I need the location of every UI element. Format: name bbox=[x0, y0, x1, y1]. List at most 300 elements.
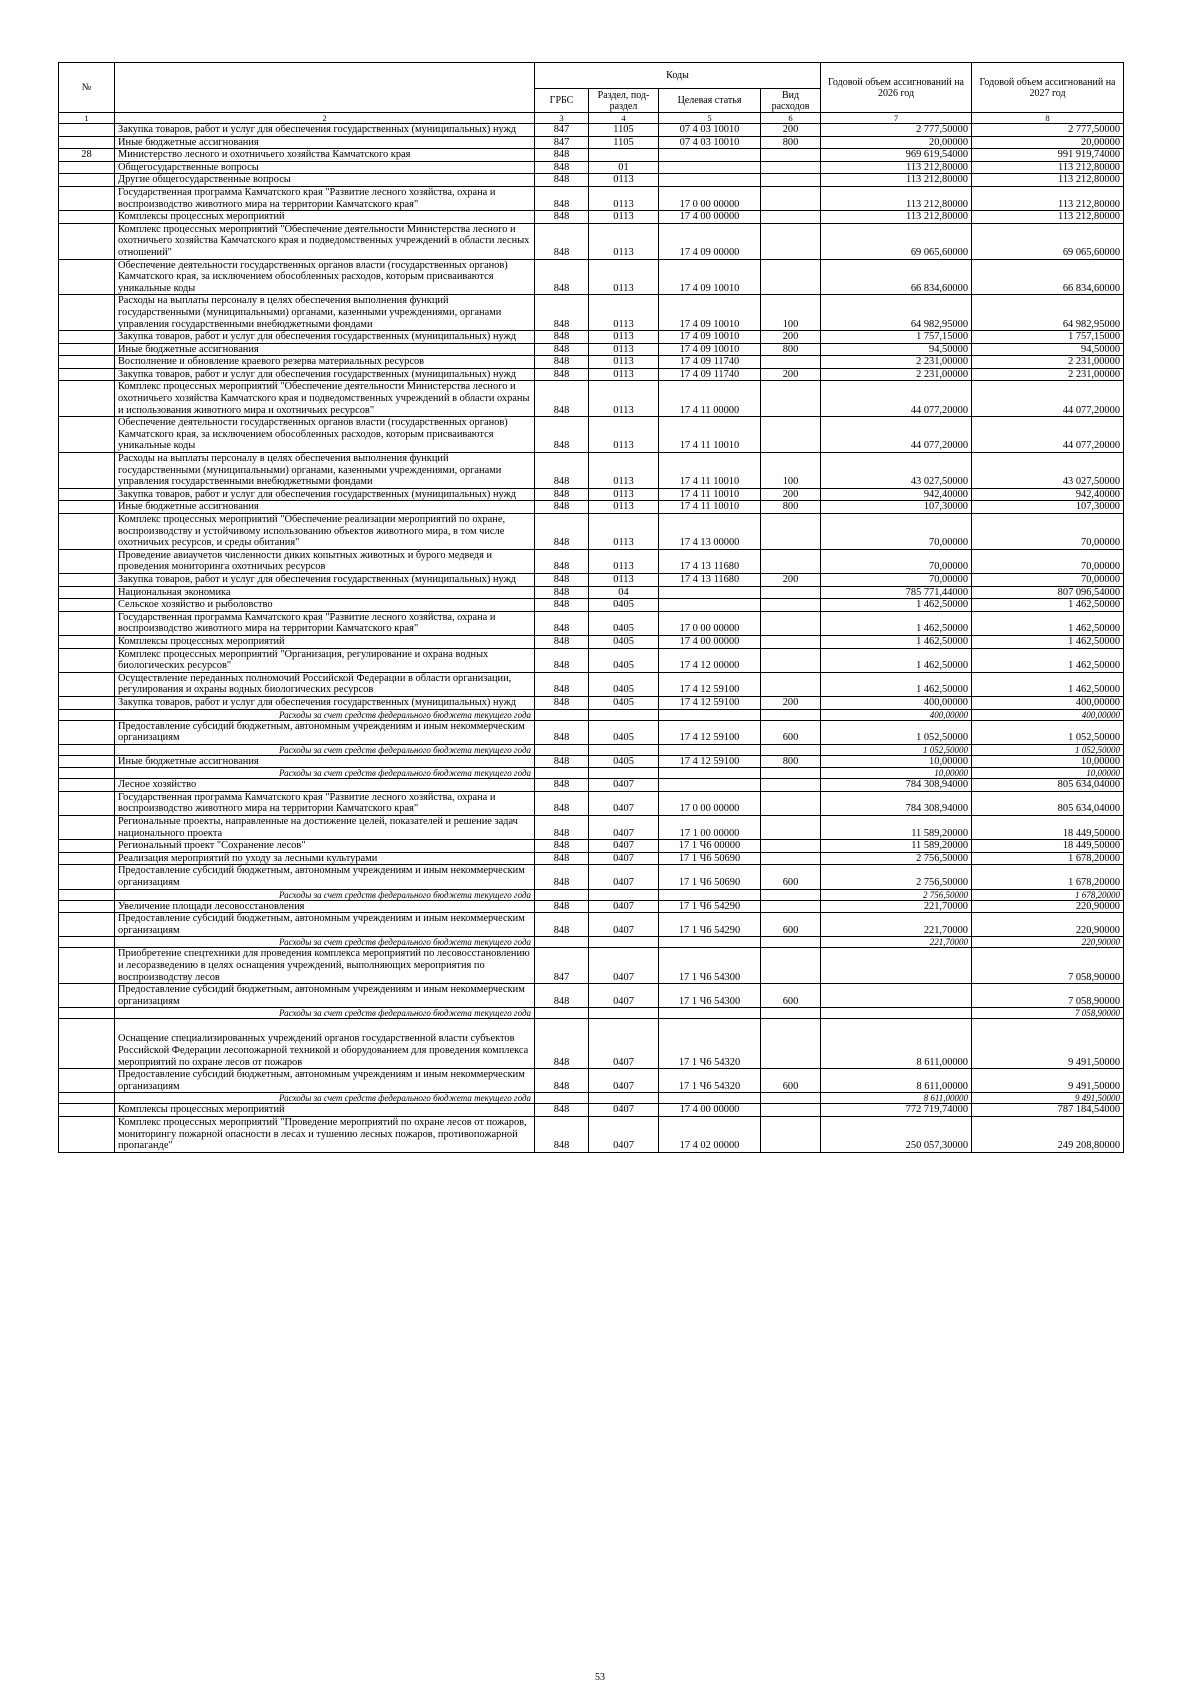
row-vol-2027: 44 077,20000 bbox=[972, 381, 1124, 417]
row-vol-2027: 10,00000 bbox=[972, 768, 1124, 779]
row-name: Другие общегосударственные вопросы bbox=[115, 174, 535, 187]
table-row bbox=[59, 779, 1124, 792]
row-number bbox=[59, 356, 115, 369]
row-vol-2027: 1 678,20000 bbox=[972, 852, 1124, 865]
row-name: Расходы за счет средств федерального бюджета текущего года bbox=[115, 709, 535, 720]
row-vol-2026: 113 212,80000 bbox=[821, 161, 972, 174]
row-article: 17 4 09 10010 bbox=[659, 259, 761, 295]
row-vol-2027: 66 834,60000 bbox=[972, 259, 1124, 295]
row-vol-2027: 7 058,90000 bbox=[972, 984, 1124, 1008]
row-article bbox=[659, 174, 761, 187]
row-article: 17 4 02 00000 bbox=[659, 1116, 761, 1152]
row-kind bbox=[761, 816, 821, 840]
row-number bbox=[59, 1008, 115, 1019]
row-grbs bbox=[535, 937, 589, 948]
table-row bbox=[59, 1019, 1124, 1069]
row-grbs bbox=[535, 744, 589, 755]
row-article: 17 4 11 10010 bbox=[659, 453, 761, 489]
row-kind: 600 bbox=[761, 913, 821, 937]
row-grbs: 848 bbox=[535, 816, 589, 840]
row-vol-2027: 7 058,90000 bbox=[972, 948, 1124, 984]
column-index: 5 bbox=[659, 113, 761, 124]
row-article: 17 4 12 59100 bbox=[659, 672, 761, 696]
column-index-row bbox=[59, 113, 1124, 124]
row-number bbox=[59, 488, 115, 501]
row-kind bbox=[761, 417, 821, 453]
row-article: 17 1 00 00000 bbox=[659, 816, 761, 840]
row-kind bbox=[761, 672, 821, 696]
row-vol-2027: 1 678,20000 bbox=[972, 889, 1124, 900]
row-vol-2026: 94,50000 bbox=[821, 343, 972, 356]
row-number bbox=[59, 124, 115, 137]
row-vol-2026: 64 982,95000 bbox=[821, 295, 972, 331]
row-kind bbox=[761, 1008, 821, 1019]
row-article: 17 1 Ч6 00000 bbox=[659, 840, 761, 853]
row-section bbox=[589, 1093, 659, 1104]
row-grbs: 848 bbox=[535, 755, 589, 768]
row-grbs: 848 bbox=[535, 331, 589, 344]
row-vol-2027: 249 208,80000 bbox=[972, 1116, 1124, 1152]
row-section bbox=[589, 889, 659, 900]
row-vol-2026: 400,00000 bbox=[821, 696, 972, 709]
row-grbs: 848 bbox=[535, 900, 589, 913]
row-kind: 100 bbox=[761, 453, 821, 489]
row-section: 0405 bbox=[589, 672, 659, 696]
row-kind bbox=[761, 948, 821, 984]
row-vol-2027: 107,30000 bbox=[972, 501, 1124, 514]
row-section: 0407 bbox=[589, 1069, 659, 1093]
row-vol-2027: 9 491,50000 bbox=[972, 1093, 1124, 1104]
row-grbs: 848 bbox=[535, 913, 589, 937]
row-section: 0113 bbox=[589, 186, 659, 210]
row-vol-2026: 250 057,30000 bbox=[821, 1116, 972, 1152]
header-vol-2026: Годовой объем ассигнований на 2026 год bbox=[821, 63, 972, 113]
row-number bbox=[59, 343, 115, 356]
row-article: 17 4 13 11680 bbox=[659, 549, 761, 573]
row-article: 17 1 Ч6 54320 bbox=[659, 1069, 761, 1093]
row-section: 0113 bbox=[589, 223, 659, 259]
table-row bbox=[59, 599, 1124, 612]
row-vol-2026: 113 212,80000 bbox=[821, 174, 972, 187]
row-vol-2027: 70,00000 bbox=[972, 549, 1124, 573]
table-row bbox=[59, 755, 1124, 768]
row-article: 17 4 09 10010 bbox=[659, 295, 761, 331]
row-grbs: 848 bbox=[535, 295, 589, 331]
row-grbs: 848 bbox=[535, 417, 589, 453]
row-article bbox=[659, 1008, 761, 1019]
row-grbs: 848 bbox=[535, 501, 589, 514]
row-kind: 100 bbox=[761, 295, 821, 331]
row-section: 0407 bbox=[589, 913, 659, 937]
row-article: 17 0 00 00000 bbox=[659, 611, 761, 635]
row-section: 0113 bbox=[589, 453, 659, 489]
table-header bbox=[59, 63, 1124, 124]
row-vol-2026: 942,40000 bbox=[821, 488, 972, 501]
row-article: 17 1 Ч6 54300 bbox=[659, 948, 761, 984]
row-vol-2026: 44 077,20000 bbox=[821, 381, 972, 417]
row-section: 0113 bbox=[589, 501, 659, 514]
header-grbs: ГРБС bbox=[535, 89, 589, 113]
table-row bbox=[59, 913, 1124, 937]
column-index: 8 bbox=[972, 113, 1124, 124]
row-number bbox=[59, 900, 115, 913]
row-section: 0405 bbox=[589, 611, 659, 635]
row-kind bbox=[761, 648, 821, 672]
row-section: 0113 bbox=[589, 174, 659, 187]
row-vol-2027: 805 634,04000 bbox=[972, 791, 1124, 815]
row-number bbox=[59, 259, 115, 295]
row-number bbox=[59, 937, 115, 948]
row-section: 01 bbox=[589, 161, 659, 174]
row-article bbox=[659, 744, 761, 755]
row-grbs: 848 bbox=[535, 368, 589, 381]
header-section: Раздел, под-раздел bbox=[589, 89, 659, 113]
row-article: 17 1 Ч6 50690 bbox=[659, 865, 761, 889]
table-row bbox=[59, 1116, 1124, 1152]
row-kind bbox=[761, 514, 821, 550]
row-vol-2027: 1 462,50000 bbox=[972, 648, 1124, 672]
row-article: 17 4 11 00000 bbox=[659, 381, 761, 417]
row-name: Предоставление субсидий бюджетным, автономным учреждениям и иным некоммерческим организациям bbox=[115, 1069, 535, 1093]
row-article: 17 4 13 00000 bbox=[659, 514, 761, 550]
table-row bbox=[59, 356, 1124, 369]
row-kind bbox=[761, 889, 821, 900]
row-kind bbox=[761, 744, 821, 755]
row-grbs: 848 bbox=[535, 149, 589, 162]
row-kind bbox=[761, 599, 821, 612]
row-number bbox=[59, 453, 115, 489]
row-section bbox=[589, 744, 659, 755]
row-name: Проведение авиаучетов численности диких копытных животных и бурого медведя и проведения мониторинга охотничьих ресурсов bbox=[115, 549, 535, 573]
row-section: 0405 bbox=[589, 755, 659, 768]
row-vol-2027: 400,00000 bbox=[972, 696, 1124, 709]
row-article: 17 0 00 00000 bbox=[659, 186, 761, 210]
row-name: Комплексы процессных мероприятий bbox=[115, 211, 535, 224]
row-vol-2027: 69 065,60000 bbox=[972, 223, 1124, 259]
row-grbs: 848 bbox=[535, 343, 589, 356]
row-kind bbox=[761, 611, 821, 635]
row-vol-2027: 113 212,80000 bbox=[972, 211, 1124, 224]
table-row bbox=[59, 635, 1124, 648]
row-kind: 800 bbox=[761, 755, 821, 768]
row-grbs: 848 bbox=[535, 1069, 589, 1093]
row-name: Расходы за счет средств федерального бюджета текущего года bbox=[115, 768, 535, 779]
row-vol-2026: 1 462,50000 bbox=[821, 648, 972, 672]
row-name: Комплексы процессных мероприятий bbox=[115, 635, 535, 648]
column-index: 4 bbox=[589, 113, 659, 124]
row-vol-2027: 7 058,90000 bbox=[972, 1008, 1124, 1019]
row-kind: 800 bbox=[761, 343, 821, 356]
row-article bbox=[659, 161, 761, 174]
row-section: 0113 bbox=[589, 368, 659, 381]
row-name: Государственная программа Камчатского края "Развитие лесного хозяйства, охрана и воспроизводство животного мира на территории Камчатского края" bbox=[115, 186, 535, 210]
row-section: 0405 bbox=[589, 635, 659, 648]
row-kind: 800 bbox=[761, 136, 821, 149]
row-name: Расходы за счет средств федерального бюджета текущего года bbox=[115, 1008, 535, 1019]
row-number bbox=[59, 514, 115, 550]
row-number bbox=[59, 501, 115, 514]
row-name: Общегосударственные вопросы bbox=[115, 161, 535, 174]
row-number bbox=[59, 696, 115, 709]
row-vol-2026: 2 756,50000 bbox=[821, 889, 972, 900]
row-number bbox=[59, 709, 115, 720]
row-vol-2027: 1 462,50000 bbox=[972, 635, 1124, 648]
table-row bbox=[59, 852, 1124, 865]
row-vol-2026: 11 589,20000 bbox=[821, 816, 972, 840]
table-row bbox=[59, 720, 1124, 744]
row-vol-2027: 220,90000 bbox=[972, 913, 1124, 937]
row-name: Обеспечение деятельности государственных органов власти (государственных органов) Камчатского края, за исключением обособленных расходов, которым присваиваются уникальные коды bbox=[115, 417, 535, 453]
row-name: Государственная программа Камчатского края "Развитие лесного хозяйства, охрана и воспроизводство животного мира на территории Камчатского края" bbox=[115, 611, 535, 635]
row-vol-2026: 107,30000 bbox=[821, 501, 972, 514]
row-number bbox=[59, 779, 115, 792]
row-kind bbox=[761, 768, 821, 779]
row-article bbox=[659, 889, 761, 900]
row-article: 17 4 12 59100 bbox=[659, 755, 761, 768]
row-kind: 600 bbox=[761, 1069, 821, 1093]
row-grbs: 848 bbox=[535, 573, 589, 586]
row-vol-2027: 18 449,50000 bbox=[972, 816, 1124, 840]
row-kind: 600 bbox=[761, 865, 821, 889]
row-article: 17 4 00 00000 bbox=[659, 211, 761, 224]
row-name: Национальная экономика bbox=[115, 586, 535, 599]
row-section: 0113 bbox=[589, 417, 659, 453]
row-kind bbox=[761, 223, 821, 259]
row-name: Предоставление субсидий бюджетным, автономным учреждениям и иным некоммерческим организациям bbox=[115, 865, 535, 889]
row-vol-2027: 2 231,00000 bbox=[972, 356, 1124, 369]
row-name: Министерство лесного и охотничьего хозяйства Камчатского края bbox=[115, 149, 535, 162]
row-grbs: 848 bbox=[535, 1104, 589, 1117]
row-article: 17 0 00 00000 bbox=[659, 791, 761, 815]
row-grbs: 847 bbox=[535, 948, 589, 984]
row-grbs bbox=[535, 1093, 589, 1104]
row-section: 0113 bbox=[589, 211, 659, 224]
row-name: Предоставление субсидий бюджетным, автономным учреждениям и иным некоммерческим организациям bbox=[115, 913, 535, 937]
row-kind bbox=[761, 174, 821, 187]
row-vol-2026: 2 756,50000 bbox=[821, 852, 972, 865]
row-number bbox=[59, 586, 115, 599]
row-number bbox=[59, 720, 115, 744]
row-vol-2027: 9 491,50000 bbox=[972, 1069, 1124, 1093]
row-vol-2027: 787 184,54000 bbox=[972, 1104, 1124, 1117]
row-kind bbox=[761, 937, 821, 948]
row-article: 07 4 03 10010 bbox=[659, 136, 761, 149]
row-article: 17 1 Ч6 54300 bbox=[659, 984, 761, 1008]
table-row bbox=[59, 549, 1124, 573]
row-name: Комплекс процессных мероприятий "Проведение мероприятий по охране лесов от пожаров, мониторингу пожарной опасности в лесах и тушению лесных пожаров, противопожарной пропаганде" bbox=[115, 1116, 535, 1152]
row-vol-2026: 70,00000 bbox=[821, 549, 972, 573]
row-section: 0407 bbox=[589, 816, 659, 840]
row-number bbox=[59, 368, 115, 381]
row-number bbox=[59, 768, 115, 779]
row-article: 17 4 00 00000 bbox=[659, 1104, 761, 1117]
row-article: 17 4 00 00000 bbox=[659, 635, 761, 648]
row-number bbox=[59, 573, 115, 586]
row-name: Обеспечение деятельности государственных органов власти (государственных органов) Камчатского края, за исключением обособленных расходов, которым присваиваются уникальные коды bbox=[115, 259, 535, 295]
row-vol-2026: 69 065,60000 bbox=[821, 223, 972, 259]
table-row bbox=[59, 259, 1124, 295]
row-number bbox=[59, 948, 115, 984]
row-vol-2026: 1 462,50000 bbox=[821, 672, 972, 696]
row-article bbox=[659, 1093, 761, 1104]
row-section: 0113 bbox=[589, 573, 659, 586]
row-vol-2027: 1 052,50000 bbox=[972, 720, 1124, 744]
row-vol-2026: 8 611,00000 bbox=[821, 1069, 972, 1093]
row-name: Предоставление субсидий бюджетным, автономным учреждениям и иным некоммерческим организациям bbox=[115, 720, 535, 744]
row-article: 17 4 12 59100 bbox=[659, 720, 761, 744]
row-kind bbox=[761, 1093, 821, 1104]
row-vol-2026: 1 757,15000 bbox=[821, 331, 972, 344]
row-vol-2026 bbox=[821, 1008, 972, 1019]
row-section: 0113 bbox=[589, 514, 659, 550]
header-kind: Вид расходов bbox=[761, 89, 821, 113]
row-section: 0407 bbox=[589, 1104, 659, 1117]
row-number bbox=[59, 635, 115, 648]
row-vol-2027: 113 212,80000 bbox=[972, 186, 1124, 210]
row-kind: 200 bbox=[761, 696, 821, 709]
row-vol-2027: 2 777,50000 bbox=[972, 124, 1124, 137]
row-section: 0407 bbox=[589, 1116, 659, 1152]
federal-funds-row bbox=[59, 1008, 1124, 1019]
row-name: Закупка товаров, работ и услуг для обеспечения государственных (муниципальных) нужд bbox=[115, 488, 535, 501]
row-section: 0113 bbox=[589, 381, 659, 417]
row-article: 17 4 09 10010 bbox=[659, 343, 761, 356]
row-name: Расходы за счет средств федерального бюджета текущего года bbox=[115, 937, 535, 948]
row-vol-2027: 2 231,00000 bbox=[972, 368, 1124, 381]
row-kind: 200 bbox=[761, 573, 821, 586]
row-number bbox=[59, 791, 115, 815]
row-name: Расходы за счет средств федерального бюджета текущего года bbox=[115, 889, 535, 900]
row-name: Оснащение специализированных учреждений органов государственной власти субъектов Российской Федерации лесопожарной техникой и оборудованием для проведения комплекса мероприятий по охране лесов от пожаров bbox=[115, 1019, 535, 1069]
row-grbs: 847 bbox=[535, 136, 589, 149]
table-row bbox=[59, 343, 1124, 356]
row-grbs: 848 bbox=[535, 696, 589, 709]
row-number bbox=[59, 211, 115, 224]
row-name: Комплекс процессных мероприятий "Обеспечение реализации мероприятий по охране, воспроизводству и устойчивому использованию объектов животного мира, в том числе охотничьих ресурсов, и среды обитания" bbox=[115, 514, 535, 550]
row-vol-2027: 44 077,20000 bbox=[972, 417, 1124, 453]
row-vol-2026: 70,00000 bbox=[821, 573, 972, 586]
row-kind bbox=[761, 900, 821, 913]
row-number bbox=[59, 295, 115, 331]
row-grbs: 848 bbox=[535, 672, 589, 696]
row-section: 0407 bbox=[589, 1019, 659, 1069]
row-kind bbox=[761, 1104, 821, 1117]
row-vol-2026: 11 589,20000 bbox=[821, 840, 972, 853]
header-no: № bbox=[59, 63, 115, 113]
row-vol-2026: 221,70000 bbox=[821, 913, 972, 937]
table-row bbox=[59, 865, 1124, 889]
row-vol-2027: 113 212,80000 bbox=[972, 161, 1124, 174]
row-section: 0113 bbox=[589, 295, 659, 331]
table-row bbox=[59, 501, 1124, 514]
column-index: 6 bbox=[761, 113, 821, 124]
row-section: 0407 bbox=[589, 852, 659, 865]
row-name: Расходы на выплаты персоналу в целях обеспечения выполнения функций государственными (муниципальными) органами, казенными учреждениями, органами управления государственными внебюджетными фондами bbox=[115, 295, 535, 331]
row-number bbox=[59, 648, 115, 672]
row-vol-2027: 1 052,50000 bbox=[972, 744, 1124, 755]
row-number bbox=[59, 417, 115, 453]
row-vol-2027: 1 462,50000 bbox=[972, 672, 1124, 696]
row-grbs: 847 bbox=[535, 124, 589, 137]
row-number bbox=[59, 1116, 115, 1152]
row-section bbox=[589, 768, 659, 779]
row-article bbox=[659, 779, 761, 792]
row-name: Комплекс процессных мероприятий "Организация, регулирование и охрана водных биологических ресурсов" bbox=[115, 648, 535, 672]
row-number bbox=[59, 611, 115, 635]
row-vol-2026: 221,70000 bbox=[821, 900, 972, 913]
row-number bbox=[59, 840, 115, 853]
row-vol-2026: 1 462,50000 bbox=[821, 635, 972, 648]
row-number bbox=[59, 381, 115, 417]
table-row bbox=[59, 488, 1124, 501]
row-number: 28 bbox=[59, 149, 115, 162]
row-section: 0405 bbox=[589, 696, 659, 709]
row-article: 17 4 09 10010 bbox=[659, 331, 761, 344]
row-name: Расходы за счет средств федерального бюджета текущего года bbox=[115, 744, 535, 755]
page-number: 53 bbox=[595, 1672, 605, 1683]
table-row bbox=[59, 840, 1124, 853]
row-vol-2027: 807 096,54000 bbox=[972, 586, 1124, 599]
row-section: 0407 bbox=[589, 948, 659, 984]
row-number bbox=[59, 174, 115, 187]
row-kind: 600 bbox=[761, 720, 821, 744]
row-kind bbox=[761, 779, 821, 792]
row-article: 17 4 13 11680 bbox=[659, 573, 761, 586]
row-grbs bbox=[535, 1008, 589, 1019]
row-vol-2026: 10,00000 bbox=[821, 755, 972, 768]
column-index: 7 bbox=[821, 113, 972, 124]
row-name: Иные бюджетные ассигнования bbox=[115, 755, 535, 768]
row-article: 17 1 Ч6 50690 bbox=[659, 852, 761, 865]
row-section: 1105 bbox=[589, 124, 659, 137]
row-vol-2026: 1 462,50000 bbox=[821, 611, 972, 635]
row-vol-2026: 785 771,44000 bbox=[821, 586, 972, 599]
table-row bbox=[59, 696, 1124, 709]
row-vol-2026 bbox=[821, 948, 972, 984]
row-grbs: 848 bbox=[535, 174, 589, 187]
row-number bbox=[59, 865, 115, 889]
row-vol-2026: 784 308,94000 bbox=[821, 779, 972, 792]
row-number bbox=[59, 1019, 115, 1069]
column-index: 1 bbox=[59, 113, 115, 124]
federal-funds-row bbox=[59, 744, 1124, 755]
table-row bbox=[59, 1069, 1124, 1093]
row-grbs: 848 bbox=[535, 488, 589, 501]
row-vol-2027: 43 027,50000 bbox=[972, 453, 1124, 489]
row-number bbox=[59, 223, 115, 259]
row-name: Закупка товаров, работ и услуг для обеспечения государственных (муниципальных) нужд bbox=[115, 368, 535, 381]
row-section: 0407 bbox=[589, 779, 659, 792]
row-vol-2026: 10,00000 bbox=[821, 768, 972, 779]
federal-funds-row bbox=[59, 709, 1124, 720]
column-index: 3 bbox=[535, 113, 589, 124]
federal-funds-row bbox=[59, 937, 1124, 948]
row-section: 04 bbox=[589, 586, 659, 599]
row-kind: 200 bbox=[761, 331, 821, 344]
row-kind bbox=[761, 149, 821, 162]
table-row bbox=[59, 648, 1124, 672]
row-grbs: 848 bbox=[535, 223, 589, 259]
header-article: Целевая статья bbox=[659, 89, 761, 113]
budget-table bbox=[58, 62, 1124, 1153]
row-number bbox=[59, 331, 115, 344]
row-name: Лесное хозяйство bbox=[115, 779, 535, 792]
row-name: Закупка товаров, работ и услуг для обеспечения государственных (муниципальных) нужд bbox=[115, 573, 535, 586]
row-vol-2026: 113 212,80000 bbox=[821, 211, 972, 224]
row-grbs: 848 bbox=[535, 356, 589, 369]
row-vol-2027: 220,90000 bbox=[972, 900, 1124, 913]
row-article bbox=[659, 709, 761, 720]
